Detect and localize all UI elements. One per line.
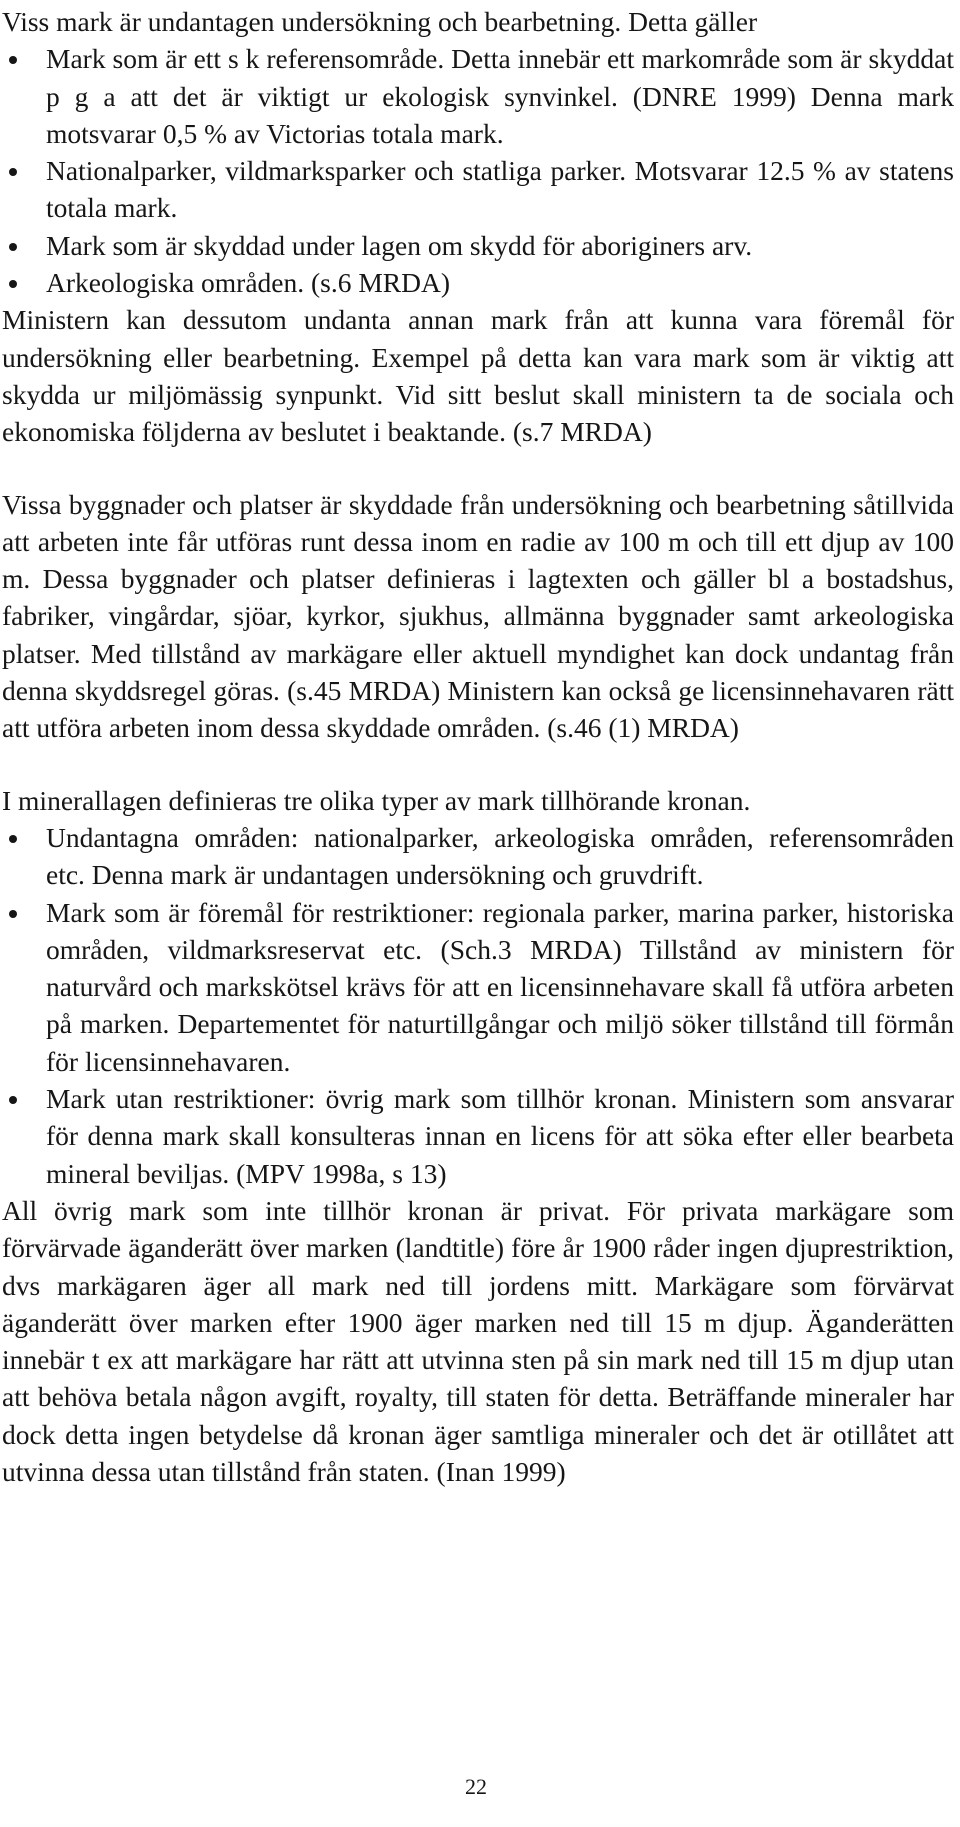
list-item: Mark utan restriktioner: övrig mark som tillhör kronan. Ministern som ansvarar för denna mark skall konsulteras innan en licens för att söka efter eller bearbeta mineral beviljas. (MPV 1998a, s 13) [2,1080,954,1192]
exempt-land-list [2,40,954,301]
body-text [2,3,954,1490]
crown-land-types-list [2,819,954,1192]
page-number: 22 [465,1774,487,1799]
paragraph-spacer [2,747,954,782]
minister-exemption-paragraph: Ministern kan dessutom undanta annan mark från att kunna vara föremål för undersökning eller bearbetning. Exempel på detta kan vara mark som är viktig att skydda ur miljömässig synpunkt. Vid sitt beslut skall ministern ta de sociala och ekonomiska följderna av beslutet i beaktande. (s.7 MRDA) [2,304,954,448]
paragraph-spacer [2,451,954,486]
list-item: Mark som är ett s k referensområde. Detta innebär ett markområde som är skyddat p g a att det är viktigt ur ekologisk synvinkel. (DNRE 1999) Denna mark motsvarar 0,5 % av Victorias totala mark. [2,40,954,152]
protected-buildings-paragraph: Vissa byggnader och platser är skyddade från undersökning och bearbetning såtillvida att arbeten inte får utföras runt dessa inom en radie av 100 m och till ett djup av 100 m. Dessa byggnader och platser definieras i lagtexten och gäller bl a bostadshus, fabriker, vingårdar, sjöar, kyrkor, sjukhus, allmänna byggnader samt arkeologiska platser. Med tillstånd av markägare eller aktuell myndighet kan dock undantag från denna skyddsregel göras. (s.45 MRDA) Ministern kan också ge licensinnehavaren rätt att utföra arbeten inom dessa skyddade områden. (s.46 (1) MRDA) [2,488,954,744]
list-item: Undantagna områden: nationalparker, arkeologiska områden, referensområden etc. Denna mark är undantagen undersökning och gruvdrift. [2,819,954,894]
list-item: Mark som är skyddad under lagen om skydd för aboriginers arv. [2,227,954,264]
list-item: Mark som är föremål för restriktioner: regionala parker, marina parker, historiska områden, vildmarksreservat etc. (Sch.3 MRDA) Tillstånd av ministern för naturvård och markskötsel krävs för att en licensinnehavare skall få utföra arbeten på marken. Departementet för naturtillgångar och miljö söker tillstånd till förmån för licensinnehavaren. [2,894,954,1080]
list-item: Nationalparker, vildmarksparker och statliga parker. Motsvarar 12.5 % av statens totala mark. [2,152,954,227]
private-land-paragraph: All övrig mark som inte tillhör kronan är privat. För privata markägare som förvärvade äganderätt över marken (landtitle) före år 1900 råder ingen djuprestriktion, dvs markägaren äger all mark ned till jordens mitt. Markägare som förvärvat äganderätt över marken efter 1900 äger marken ned till 15 m djup. Äganderätten innebär t ex att markägare har rätt att utvinna sten på sin mark ned till 15 m djup utan att behöva betala någon avgift, royalty, till staten för detta. Beträffande mineraler har dock detta ingen betydelse då kronan äger samtliga mineraler och det är otillåtet att utvinna dessa utan tillstånd från staten. (Inan 1999) [2,1194,954,1487]
crown-land-intro: I minerallagen definieras tre olika typer av mark tillhörande kronan. [2,784,751,816]
list-item: Arkeologiska områden. (s.6 MRDA) [2,264,954,301]
exempt-land-intro: Viss mark är undantagen undersökning och bearbetning. Detta gäller [2,6,758,37]
